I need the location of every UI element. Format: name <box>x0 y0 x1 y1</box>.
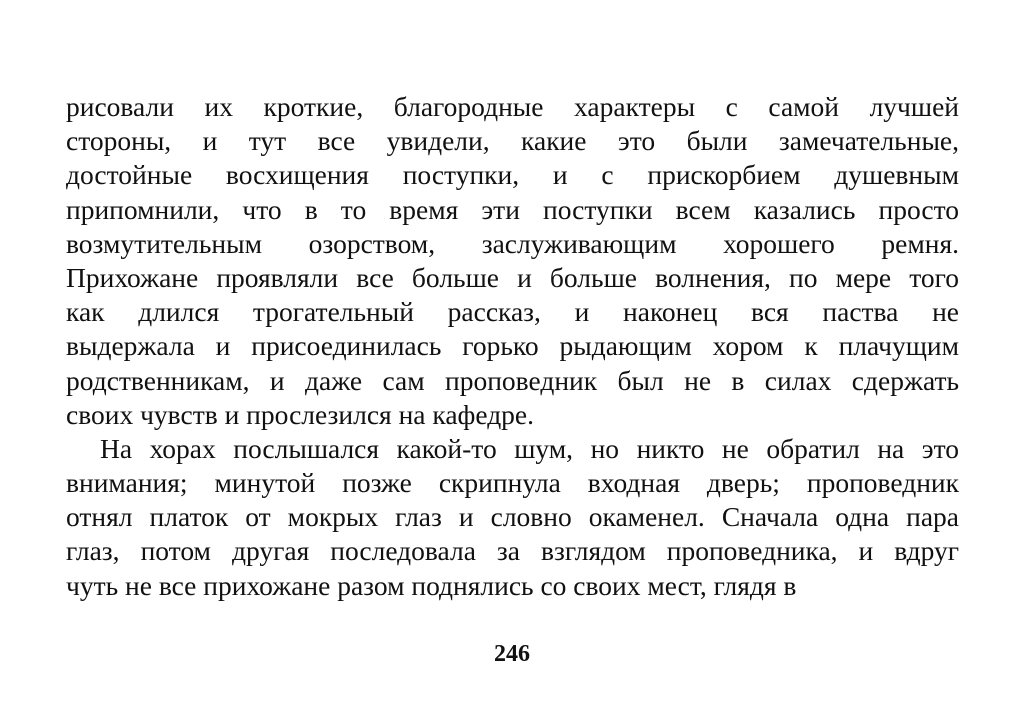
body-text <box>66 90 959 603</box>
text-line: стороны, и тут все увидели, какие это были замечательные, <box>66 125 959 157</box>
text-line: своих чувств и прослезился на кафедре. <box>66 398 535 430</box>
paragraph-2 <box>66 432 959 603</box>
text-line: рисовали их кроткие, благородные характеры с самой лучшей <box>66 91 959 122</box>
text-line: выдержала и присоединилась горько рыдающим хором к плачущим <box>66 330 959 362</box>
text-line: отнял платок от мокрых глаз и словно окаменел. Сначала одна пара <box>66 501 959 533</box>
page-number: 246 <box>494 641 530 667</box>
text-line: родственникам, и даже сам проповедник был не в силах сдержать <box>66 364 959 396</box>
text-line: возмутительным озорством, заслуживающим хорошего ремня. <box>66 227 959 259</box>
text-line: чуть не все прихожане разом поднялись со своих мест, глядя в <box>66 569 797 601</box>
text-line: припомнили, что в то время эти поступки всем казались просто <box>66 193 959 225</box>
text-line: внимания; минутой позже скрипнула входная дверь; проповедник <box>66 467 959 499</box>
text-line: как длился трогательный рассказ, и наконец вся паства не <box>66 296 959 328</box>
paragraph-1 <box>66 90 959 432</box>
text-line: глаз, потом другая последовала за взглядом проповедника, и вдруг <box>66 535 959 567</box>
text-line: Прихожане проявляли все больше и больше волнения, по мере того <box>66 261 959 293</box>
text-line: На хорах послышался какой-то шум, но никто не обратил на это <box>100 432 959 464</box>
text-line: достойные восхищения поступки, и с прискорбием душевным <box>66 159 959 191</box>
